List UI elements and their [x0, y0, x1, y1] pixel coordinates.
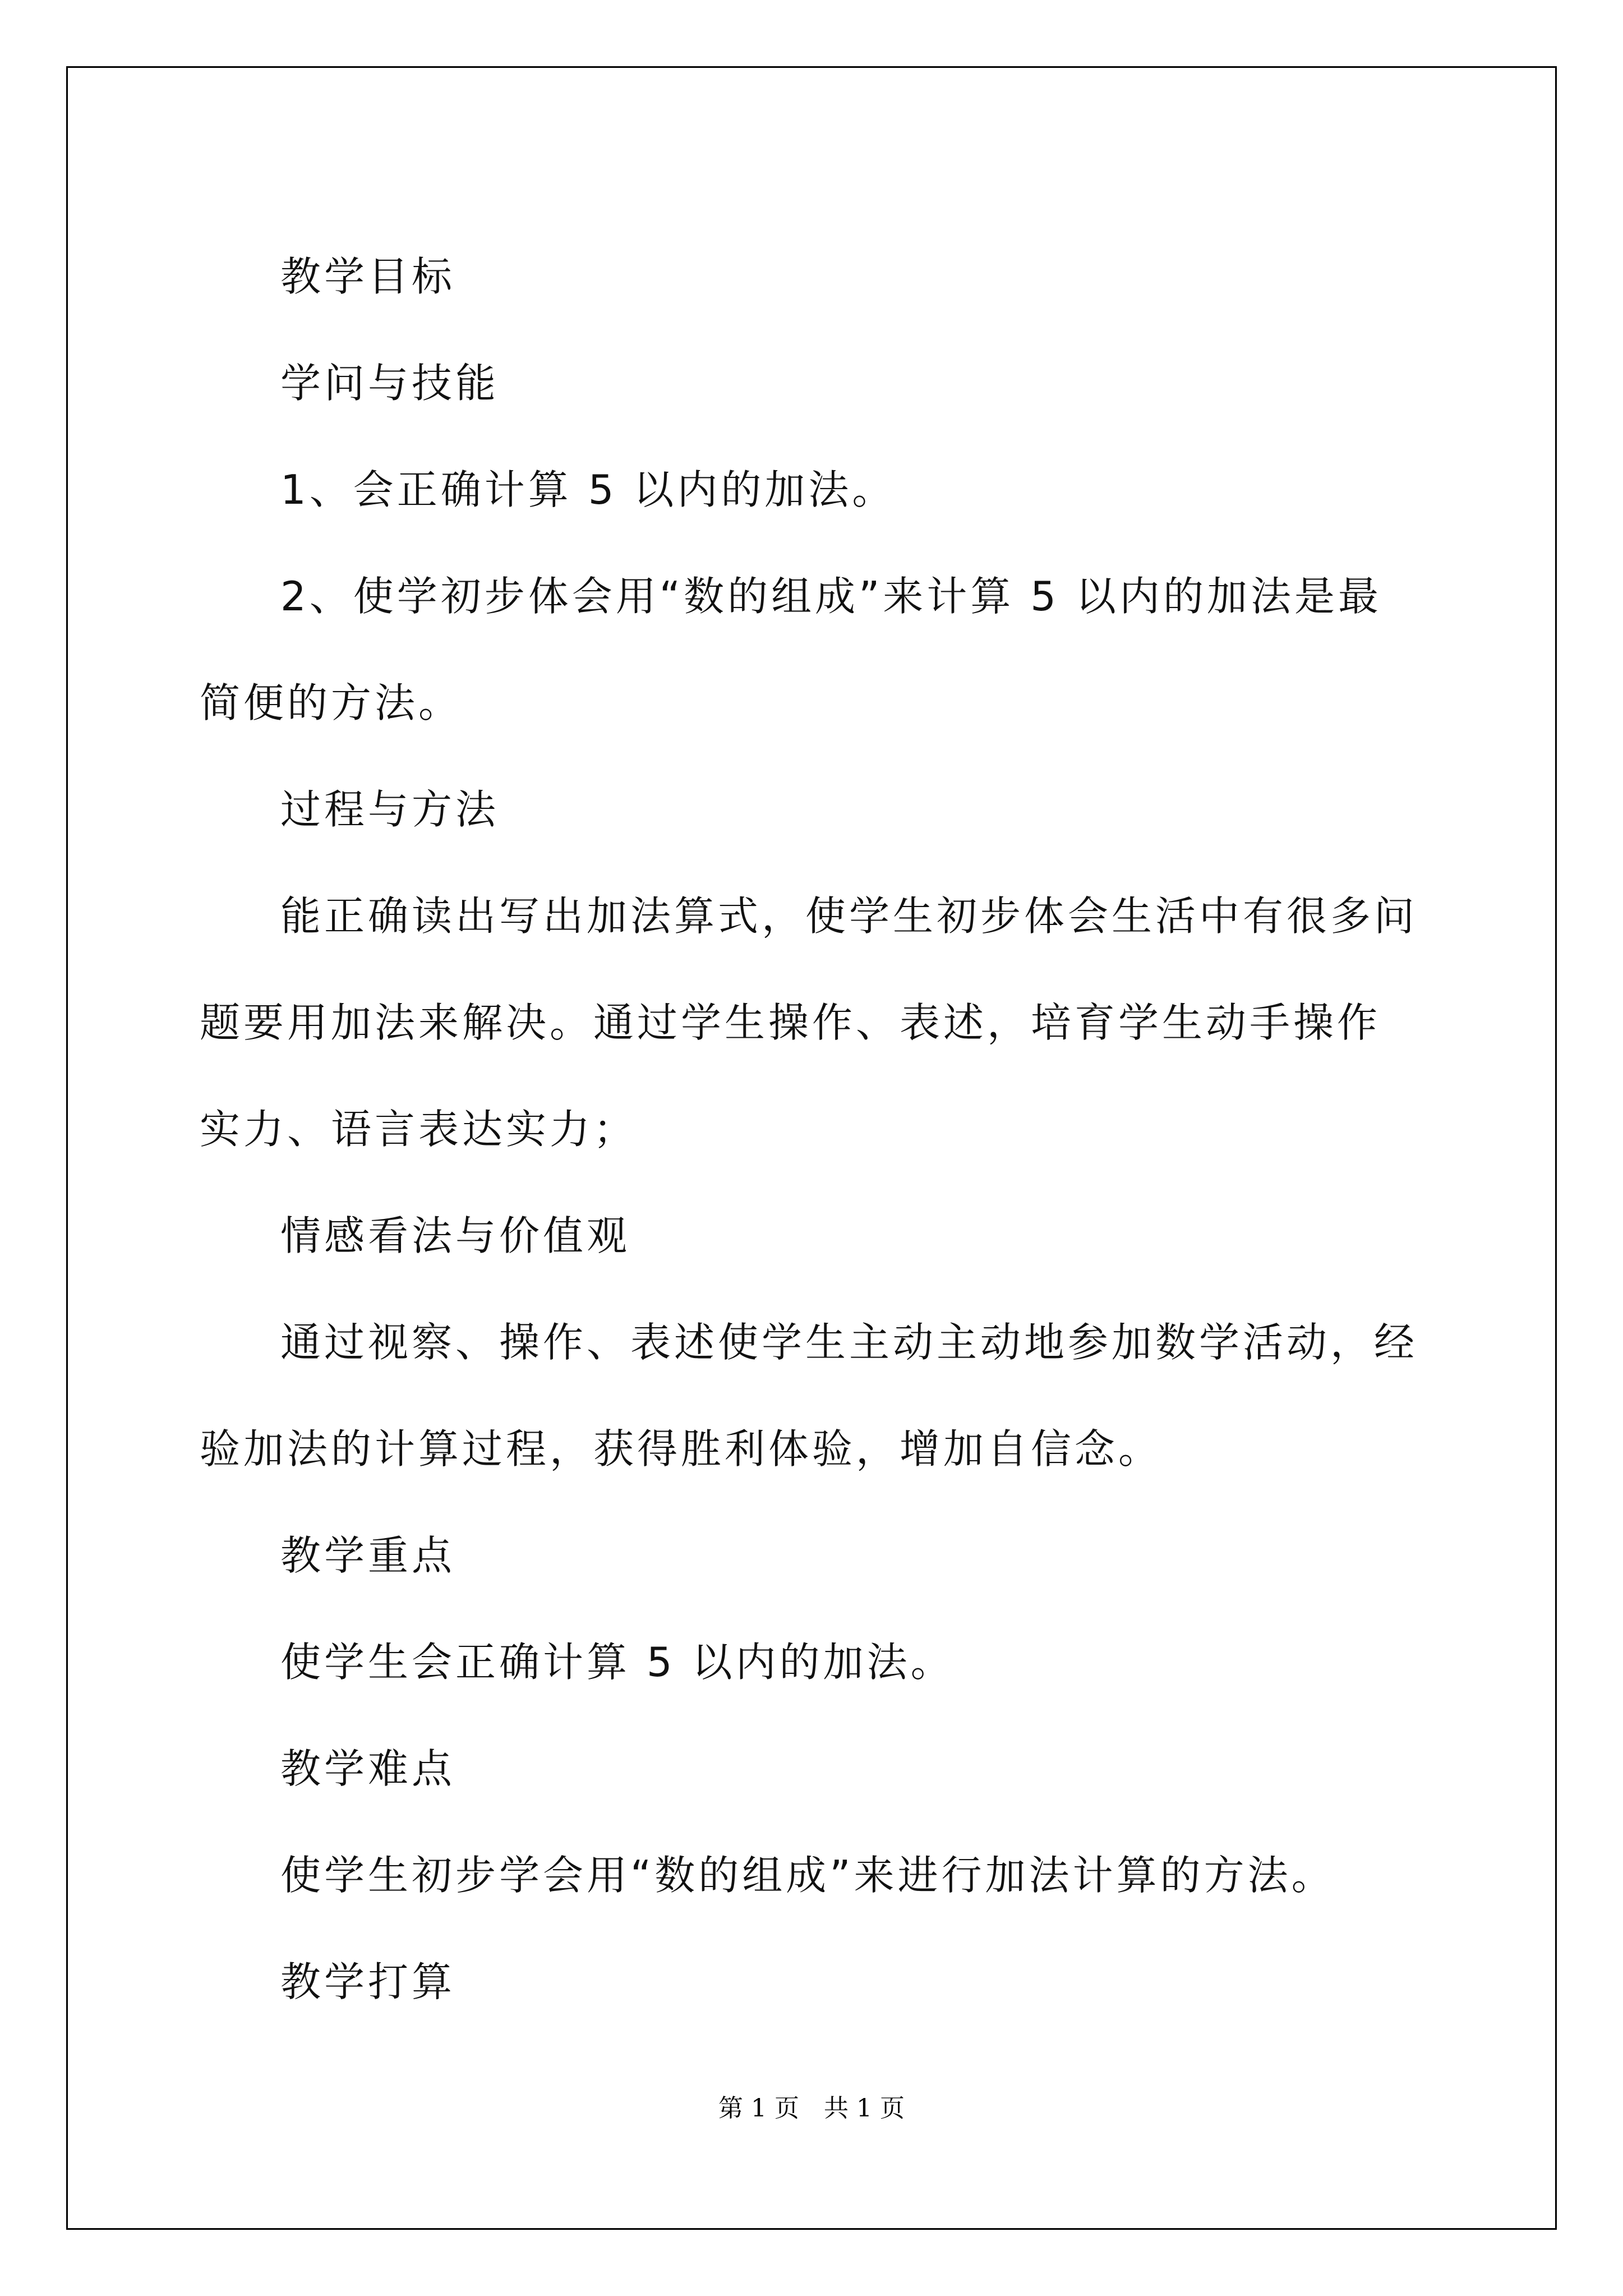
subheading-attitude-values: 情感看法与价值观: [280, 1212, 631, 1259]
attitude-values-text: 通过视察、操作、表述使学生主动主动地参加数学活动，经验加法的计算过程，获得胜利体验，增加自信念。: [200, 1319, 1418, 1473]
goal-item-1: 1、会正确计算 5 以内的加法。: [280, 466, 896, 513]
page-footer: 第 1 页 共 1 页: [718, 2094, 905, 2123]
heading-key-point: 教学重点: [280, 1532, 456, 1579]
heading-difficulty: 教学难点: [280, 1745, 456, 1792]
key-point-text: 使学生会正确计算 5 以内的加法。: [280, 1639, 955, 1686]
difficulty-text: 使学生初步学会用“数的组成”来进行加法计算的方法。: [280, 1852, 1335, 1899]
process-method-text: 能正确读出写出加法算式，使学生初步体会生活中有很多问题要用加法来解决。通过学生操作、表述，培育学生动手操作实力、语言表达实力；: [200, 892, 1418, 1153]
goal-item-2: 2、使学初步体会用“数的组成”来计算 5 以内的加法是最简便的方法。: [200, 573, 1382, 726]
heading-teaching-goals: 教学目标: [280, 253, 456, 300]
heading-preparation: 教学打算: [280, 1958, 456, 2005]
subheading-knowledge-skills: 学问与技能: [280, 360, 500, 407]
document-body: [200, 223, 1422, 2035]
subheading-process-method: 过程与方法: [280, 786, 500, 833]
